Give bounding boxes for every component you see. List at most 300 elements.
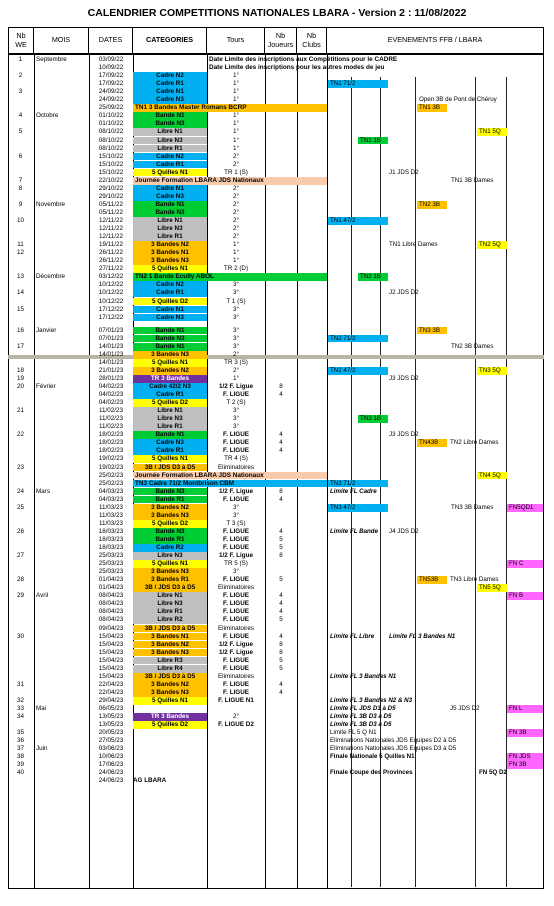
table-row [8,383,544,391]
date-cell: 15/10/22 [98,160,124,168]
table-row [8,407,544,415]
date-cell: 14/01/23 [98,350,124,358]
table-row [8,576,544,584]
header-nb-joueurs: Nb Joueurs [265,27,297,54]
table-row [8,128,544,136]
event-label: TN5 5Q [477,584,507,592]
tour-cell: F. LIGUE [223,495,249,503]
we-number: 35 [16,729,24,737]
table-row [8,697,544,705]
month-label: Mai [36,705,47,712]
we-number: 33 [16,705,24,712]
table-row [8,177,544,185]
header-nb-clubs: Nb Clubs [297,27,327,54]
category-cell: 3 Bandes N3 [133,568,207,576]
category-cell: Cadre N1 [133,306,207,314]
announcement-cell: Date Limite des inscriptions aux Compétitions pour le CADRE [209,56,398,63]
category-cell: Bande N1 [133,343,207,351]
event-label: TN1 3B Dames [451,176,494,184]
date-cell: 25/09/22 [98,104,124,112]
tour-cell: 1° [232,249,240,257]
header-evenements: EVENEMENTS FFB / LBARA [327,27,544,54]
date-cell: 29/10/22 [98,192,124,200]
category-cell: Libre R4 [133,665,207,673]
table-row [8,705,544,713]
month-label: Avril [36,592,49,600]
category-cell: Libre R1 [133,608,207,616]
we-number: 5 [18,128,23,136]
tour-cell: F. LIGUE [223,664,249,672]
date-cell: 24/06/23 [98,769,124,777]
we-number: 28 [16,576,24,584]
event-label: Finale Nationale 5 Quilles N1 [330,753,415,761]
table-row [8,281,544,289]
date-cell: 07/01/23 [98,326,124,334]
date-cell: 08/04/23 [98,616,124,624]
announcement-cell: TN2 1 Bande Ecully ABOL [133,273,327,281]
tour-cell: 2° [232,366,240,374]
we-number: 36 [16,737,24,745]
date-cell: 11/03/23 [98,503,124,511]
date-cell: 11/03/23 [98,519,124,527]
category-cell: Libre N1 [133,217,207,225]
date-cell: 04/02/23 [98,383,124,390]
event-label: Limite FL Cadre [330,487,377,495]
we-number: 19 [16,374,24,382]
category-cell: Cadre 42/2 N3 [133,383,207,391]
header-mois: MOIS [34,27,89,54]
date-cell: 14/01/23 [98,342,124,350]
event-label: J4 JDS D2 [389,527,419,535]
event-label: TN1 Libre Dames [389,241,438,249]
date-cell: 24/06/23 [98,777,124,785]
nb-joueurs-cell: 8 [279,487,283,495]
date-cell: 15/04/23 [98,656,124,664]
nb-joueurs-cell: 4 [279,391,283,399]
category-cell: Bande N1 [133,112,207,120]
we-number: 4 [18,112,23,120]
announcement-cell: Date Limite des inscriptions pour les autres modes de jeu [209,64,385,72]
table-row [8,217,544,225]
date-cell: 03/12/22 [98,273,124,281]
month-label: Février [36,383,56,390]
table-row [8,112,544,120]
table-row [8,608,544,616]
table-row [8,201,544,209]
table-row [8,512,544,520]
event-label: TN53B [417,576,447,584]
table-row [8,314,544,322]
table-row [8,753,544,761]
tour-cell: 2° [232,217,240,224]
table-row [8,391,544,399]
nb-joueurs-cell: 4 [279,447,283,455]
tour-cell: 2° [232,200,240,208]
nb-joueurs-cell: 4 [279,600,283,608]
tour-cell: 3° [232,334,240,342]
date-cell: 18/02/23 [98,431,124,439]
table-row [8,104,544,112]
nb-joueurs-cell: 5 [279,656,283,664]
table-row [8,480,544,488]
event-label: TN1 47/2 [328,217,388,225]
date-cell: 17/12/22 [98,305,124,313]
event-label: FN 3B [507,729,543,737]
category-cell: 3 Bandes N1 [133,633,207,641]
we-number: 22 [16,431,24,439]
date-cell: 19/02/23 [98,455,124,463]
category-cell: Cadre N1 [133,88,207,96]
tour-cell: 1° [232,88,240,96]
we-number: 17 [16,342,24,350]
category-cell: Libre R1 [133,423,207,431]
tour-cell: TR 2 (D) [223,265,249,273]
we-number: 31 [16,680,24,688]
category-cell: 3 Bandes N2 [133,241,207,249]
category-cell: 3 Bandes N2 [133,681,207,689]
table-row [8,625,544,633]
table-row [8,689,544,697]
tour-cell: 3° [232,511,240,519]
event-label: TN3 3B Dames [451,503,494,511]
date-cell: 08/10/22 [98,128,124,136]
date-cell: 08/10/22 [98,144,124,152]
tour-cell: T 3 (S) [226,519,246,527]
event-label: TN2 3B Dames [451,342,494,350]
table-row [8,737,544,745]
we-number: 7 [18,176,23,184]
category-cell: Bande N1 [133,431,207,439]
date-cell: 10/12/22 [98,297,124,305]
table-row [8,568,544,576]
tour-cell: TR 4 (S) [224,455,248,463]
tour-cell: F. LIGUE [223,535,249,543]
table-row [8,616,544,624]
date-cell: 24/09/22 [98,88,124,96]
date-cell: 01/10/22 [98,112,124,120]
table-row [8,657,544,665]
date-cell: 01/04/23 [98,584,124,592]
tour-cell: 1/2 F. Ligue [219,487,253,495]
tour-cell: F. LIGUE [223,632,249,640]
tour-cell: F. LIGUE D2 [218,721,254,729]
event-label: Limite FL 3B D3 à D5 [330,713,392,721]
we-number: 39 [16,761,24,769]
table-row [8,713,544,721]
we-number: 27 [16,552,24,560]
category-cell: Libre R3 [133,657,207,665]
date-cell: 15/04/23 [98,672,124,680]
date-cell: 27/05/23 [98,737,124,745]
tour-cell: 2° [232,160,240,168]
table-row [8,721,544,729]
table-row [8,600,544,608]
we-number: 8 [18,184,23,192]
event-label: TN3 1B [358,415,388,423]
we-number: 30 [16,632,24,640]
category-cell: 5 Quilles N1 [133,697,207,705]
event-label: TN3 5Q [477,367,507,375]
tour-cell: 1° [232,128,240,136]
table-row [8,488,544,496]
table-row [8,298,544,306]
date-cell: 05/11/22 [98,208,124,216]
we-number: 13 [16,273,24,281]
table-row [8,431,544,439]
event-label: Limite FL JDS D3 à D5 [330,705,396,712]
tour-cell: 3° [232,342,240,350]
category-cell: Bande N3 [133,335,207,343]
tour-cell: 1/2 F. Ligue [219,648,253,656]
tour-cell: F. LIGUE [223,688,249,696]
tour-cell: 3° [232,305,240,313]
category-cell: Libre N1 [133,128,207,136]
date-cell: 20/05/23 [98,729,124,737]
table-row [8,496,544,504]
announcement-cell: Journée Formation LBARA JDS Nationaux [133,472,327,480]
date-cell: 04/02/23 [98,391,124,399]
event-label: FN 3B [507,761,543,769]
event-label: Limite FL 3 Bandes N1 [389,632,456,640]
table-row [8,375,544,383]
table-row [8,265,544,273]
table-row [8,423,544,431]
date-cell: 12/11/22 [98,233,124,241]
category-cell: 5 Quilles D2 [133,721,207,729]
event-label: TN2 3B [417,201,447,209]
table-row [8,520,544,528]
table-row [8,592,544,600]
category-cell: Cadre R1 [133,447,207,455]
category-cell: Bande N1 [133,327,207,335]
we-number: 9 [18,200,23,208]
nb-joueurs-cell: 4 [279,608,283,616]
event-label: Limite FL 3 Bandes N2 & N3 [330,696,413,704]
date-cell: 11/03/23 [98,511,124,519]
we-number: 3 [18,88,23,96]
we-number: 29 [16,592,24,600]
table-row [8,584,544,592]
table-row [8,665,544,673]
table-row [8,161,544,169]
date-cell: 29/04/23 [98,696,124,704]
event-label: TN43B [417,439,447,447]
tour-cell: T 1 (S) [226,297,246,305]
table-row [8,80,544,88]
tour-cell: 3° [232,313,240,321]
we-number: 2 [18,72,23,80]
date-cell: 09/04/23 [98,624,124,632]
tour-cell: TR 5 (S) [224,560,248,568]
table-row [8,120,544,128]
category-cell: AG LBARA [133,777,167,785]
table-row [8,88,544,96]
we-number: 6 [18,152,23,160]
event-label: TN3 3B [417,327,447,335]
nb-joueurs-cell: 4 [279,680,283,688]
category-cell: Cadre N2 [133,153,207,161]
nb-joueurs-cell: 4 [279,495,283,503]
category-cell: Libre N1 [133,592,207,600]
tour-cell: F. LIGUE [223,447,249,455]
tour-cell: F. LIGUE [223,439,249,447]
date-cell: 19/11/22 [98,241,124,249]
table-row [8,649,544,657]
event-label: TN2 Libre Dames [450,439,499,447]
event-label: Eliminations Nationales JDS Equipes D3 à D5 [330,745,457,753]
table-row [8,343,544,351]
event-label: TN1 3B [417,104,447,112]
event-label: TN2 1B [358,273,388,281]
date-cell: 08/04/23 [98,592,124,600]
event-label: TN3 71/2 [328,480,388,488]
category-cell: Cadre R1 [133,80,207,88]
category-cell: 5 Quilles N1 [133,169,207,177]
nb-joueurs-cell: 5 [279,535,283,543]
we-number: 15 [16,305,24,313]
category-cell: Bande R1 [133,536,207,544]
tour-cell: 3° [232,415,240,423]
table-row [8,536,544,544]
date-cell: 28/01/23 [98,374,124,382]
date-cell: 10/09/22 [98,64,124,72]
table-row [8,145,544,153]
table-row [8,761,544,769]
tour-cell: F. LIGUE [223,527,249,535]
table-row [8,209,544,217]
category-cell: 3 Bandes N2 [133,504,207,512]
date-cell: 17/12/22 [98,313,124,321]
date-cell: 25/03/23 [98,568,124,576]
nb-joueurs-cell: 4 [279,688,283,696]
table-row [8,225,544,233]
table-row [8,249,544,257]
date-cell: 17/06/23 [98,761,124,769]
nb-joueurs-cell: 5 [279,664,283,672]
event-label: J5 JDS D2 [450,705,480,712]
table-row [8,273,544,281]
date-cell: 07/01/23 [98,334,124,342]
date-cell: 11/02/23 [98,407,124,415]
category-cell: Cadre N2 [133,281,207,289]
tour-cell: 1/2 F. Ligue [219,552,253,560]
tour-cell: 1° [232,374,240,382]
date-cell: 13/05/23 [98,721,124,729]
event-label: J3 JDS D2 [389,374,419,382]
date-cell: 04/03/23 [98,487,124,495]
category-cell: 3B / JDS D3 à D5 [133,464,207,472]
date-cell: 26/11/22 [98,257,124,265]
table-row [8,367,544,375]
table-row [8,335,544,343]
tour-cell: 1° [232,72,240,80]
table-row [8,96,544,104]
nb-joueurs-cell: 4 [279,527,283,535]
table-row [8,56,544,64]
date-cell: 29/10/22 [98,184,124,192]
we-number: 37 [16,745,24,753]
nb-joueurs-cell: 5 [279,544,283,551]
tour-cell: Eliminatoires [217,463,255,471]
category-cell: 5 Quilles N1 [133,455,207,463]
category-cell: Cadre N3 [133,439,207,447]
category-cell: 5 Quilles N1 [133,265,207,273]
announcement-cell: TN1 3 Bandes Master Romans BCRP [133,104,327,112]
nb-joueurs-cell: 8 [279,640,283,648]
event-label: J1 JDS D2 [389,168,419,176]
date-cell: 25/02/23 [98,479,124,487]
tour-cell: F. LIGUE [223,616,249,624]
table-row [8,185,544,193]
tour-cell: 1° [232,136,240,144]
date-cell: 10/12/22 [98,289,124,297]
category-cell: 5 Quilles D2 [133,298,207,306]
table-row [8,544,544,552]
category-cell: Libre R1 [133,145,207,153]
table-row [8,289,544,297]
event-label: Eliminations Nationales JDS Equipes D2 à D5 [330,737,457,745]
category-cell: Bande R1 [133,496,207,504]
category-cell: Cadre N2 [133,72,207,80]
date-cell: 13/05/23 [98,713,124,721]
nb-joueurs-cell: 8 [279,383,283,390]
we-number: 11 [17,241,24,249]
table-row [8,552,544,560]
category-cell: Cadre N1 [133,185,207,193]
we-number: 40 [16,769,24,777]
table-row [8,455,544,463]
tour-cell: 3° [232,289,240,297]
tour-cell: 2° [232,192,240,200]
category-cell: Cadre N3 [133,193,207,201]
tour-cell: 2° [232,184,240,192]
tour-cell: F. LIGUE [223,592,249,600]
category-cell: 5 Quilles N1 [133,560,207,568]
event-label: TN4 5Q [477,472,507,480]
category-cell: Bande N3 [133,488,207,496]
date-cell: 15/04/23 [98,640,124,648]
tour-cell: Eliminatoires [217,624,255,632]
event-label: FN 5Q D2 [479,769,507,777]
date-cell: 15/10/22 [98,152,124,160]
category-cell: Libre R2 [133,616,207,624]
date-cell: 15/10/22 [98,168,124,176]
date-cell: 11/02/23 [98,415,124,423]
month-label: Mars [36,487,50,495]
we-number: 14 [16,289,24,297]
nb-joueurs-cell: 8 [279,648,283,656]
category-cell: Cadre N3 [133,314,207,322]
category-cell: Libre N1 [133,407,207,415]
table-row [8,64,544,72]
header-dates: DATES [89,27,133,54]
tour-cell: 3° [232,568,240,576]
tour-cell: F. LIGUE N1 [218,696,254,704]
month-label: Décembre [36,273,66,281]
date-cell: 25/02/23 [98,471,124,479]
category-cell: 3 Bandes R1 [133,576,207,584]
date-cell: 18/03/23 [98,544,124,551]
event-label: TN1 1B [358,137,388,145]
category-cell: 3 Bandes N2 [133,367,207,375]
category-cell: 5 Quilles D2 [133,520,207,528]
category-cell: Libre N3 [133,415,207,423]
category-cell: Cadre R2 [133,544,207,552]
date-cell: 14/01/23 [98,358,124,366]
event-label: TN1 5Q [477,128,507,136]
tour-cell: F. LIGUE [223,680,249,688]
table-row [8,560,544,568]
